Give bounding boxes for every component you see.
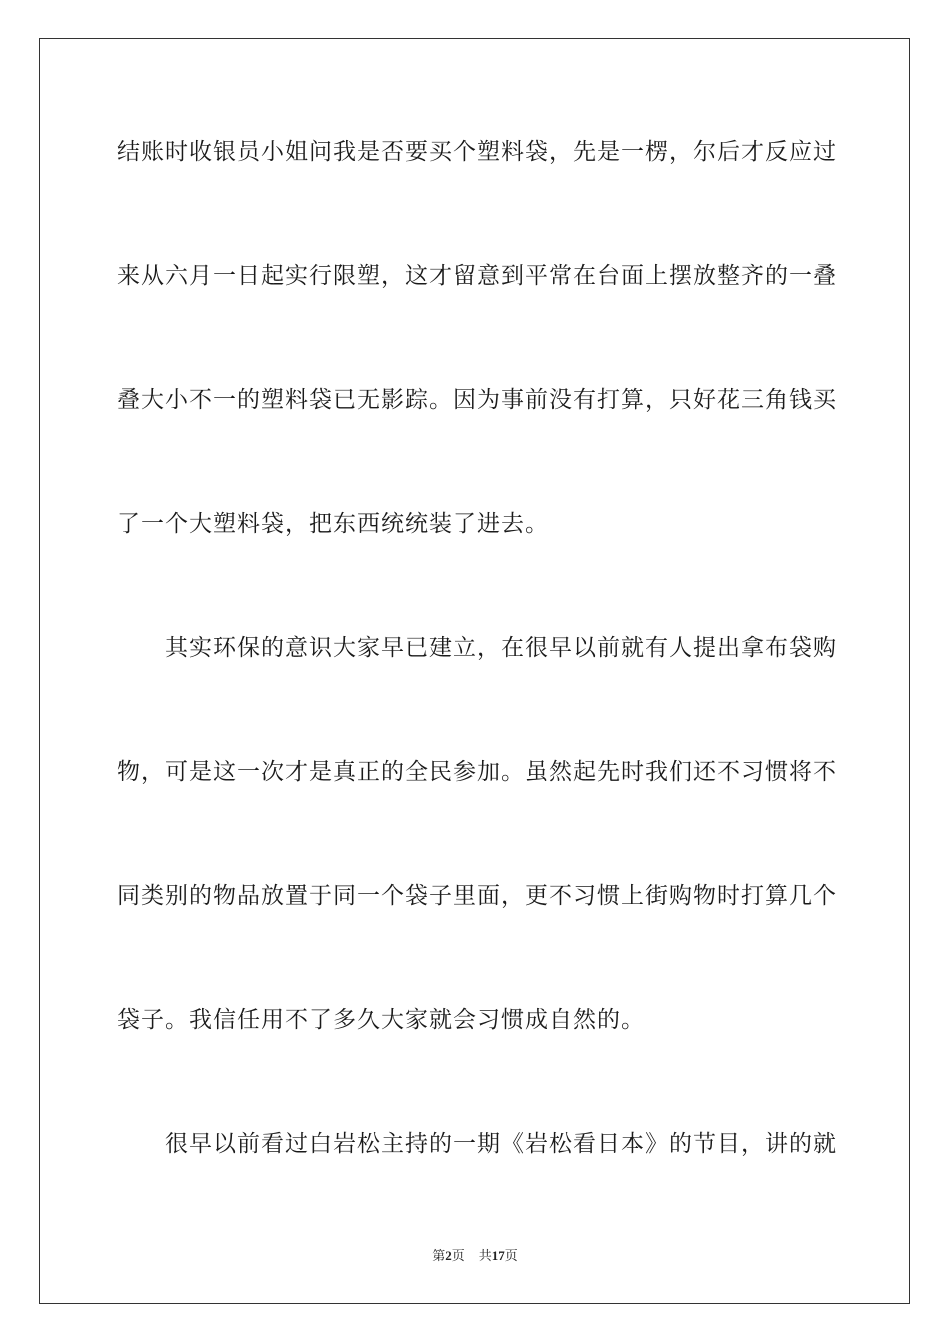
paragraph-line: 叠大小不一的塑料袋已无影踪。因为事前没有打算，只好花三角钱买 bbox=[117, 387, 837, 413]
page-prefix: 第 bbox=[432, 1248, 446, 1263]
paragraph-line: 物，可是这一次才是真正的全民参加。虽然起先时我们还不习惯将不 bbox=[117, 759, 837, 785]
paragraph-line: 很早以前看过白岩松主持的一期《岩松看日本》的节目，讲的就 bbox=[165, 1131, 837, 1157]
paragraph-line: 同类别的物品放置于同一个袋子里面，更不习惯上街购物时打算几个 bbox=[117, 883, 837, 909]
page-border bbox=[39, 38, 910, 1304]
paragraph-line: 其实环保的意识大家早已建立，在很早以前就有人提出拿布袋购 bbox=[165, 635, 837, 661]
paragraph-line: 结账时收银员小姐问我是否要买个塑料袋，先是一楞，尔后才反应过 bbox=[117, 139, 837, 165]
page-suffix: 页 bbox=[451, 1248, 465, 1263]
total-prefix: 共 bbox=[478, 1248, 492, 1263]
page-footer bbox=[0, 1247, 950, 1265]
paragraph-line: 来从六月一日起实行限塑，这才留意到平常在台面上摆放整齐的一叠 bbox=[117, 263, 837, 289]
total-suffix: 页 bbox=[504, 1248, 518, 1263]
page-number: 2 bbox=[445, 1248, 452, 1263]
paragraph-line: 了一个大塑料袋，把东西统统装了进去。 bbox=[117, 511, 549, 537]
paragraph-line: 袋子。我信任用不了多久大家就会习惯成自然的。 bbox=[117, 1007, 645, 1033]
total-pages: 17 bbox=[491, 1248, 505, 1263]
